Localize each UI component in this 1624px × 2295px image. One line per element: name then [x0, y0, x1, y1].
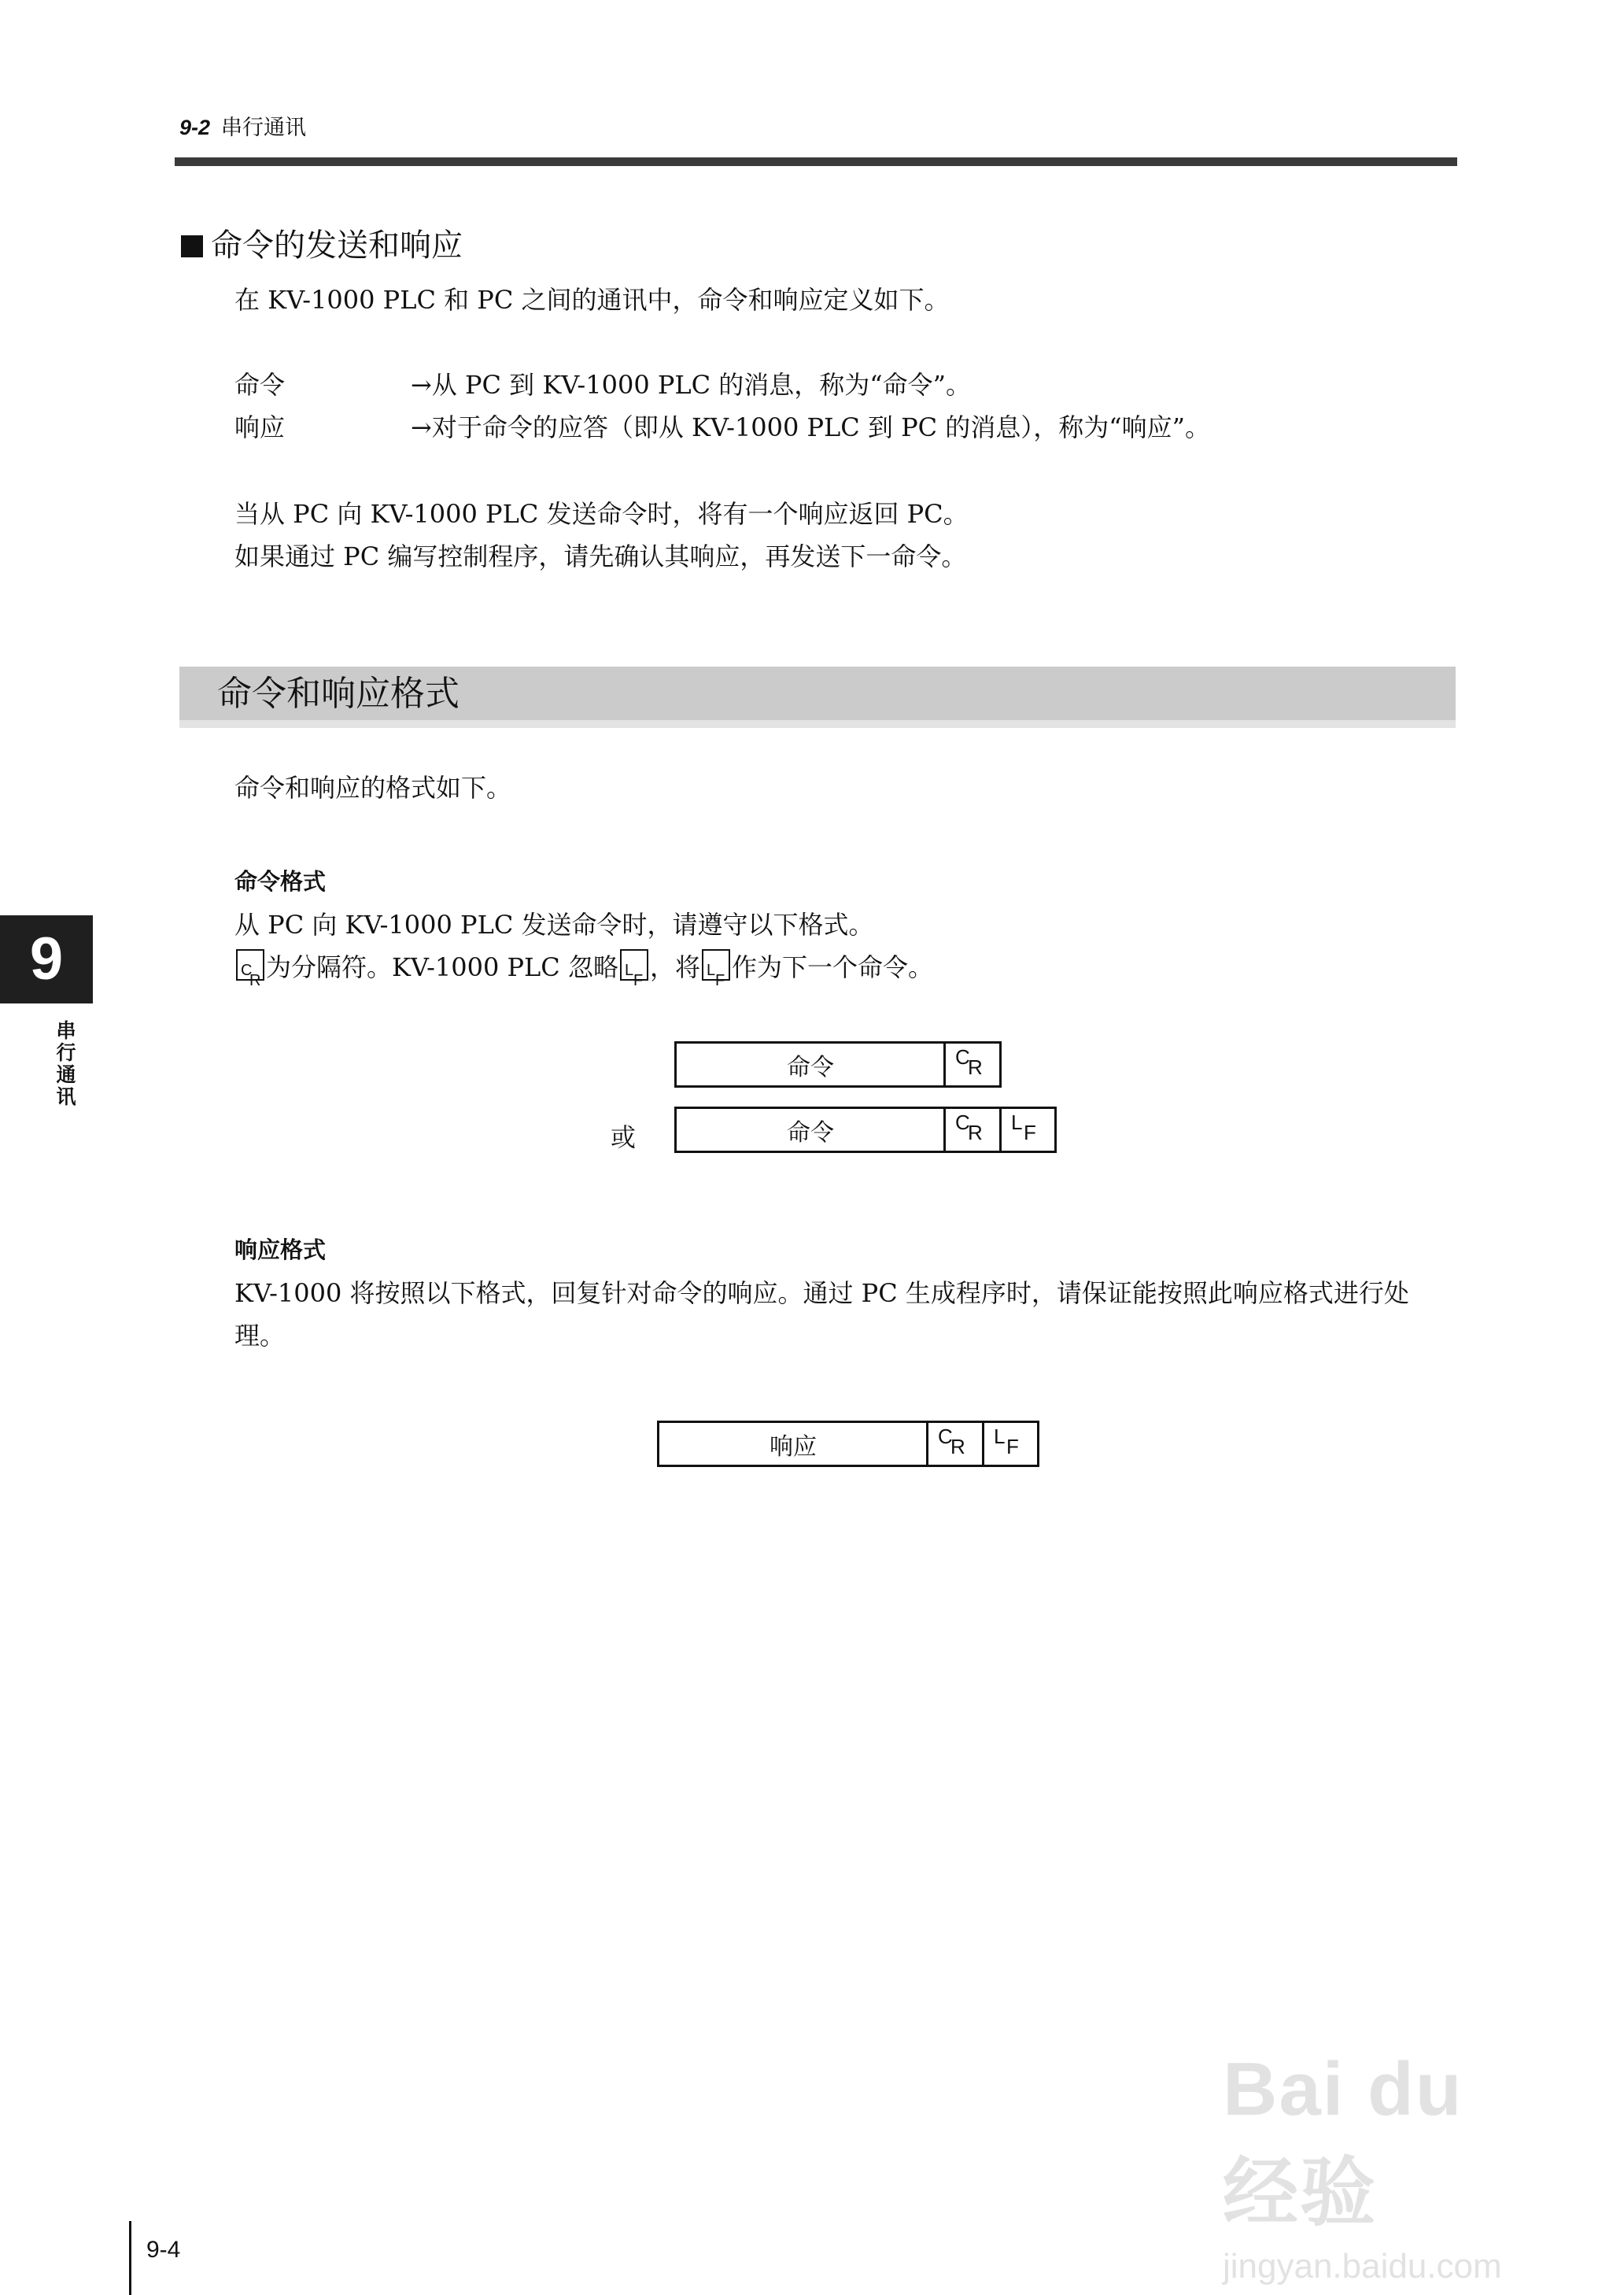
header-section-number: 9-2	[179, 116, 211, 139]
header-rule	[175, 157, 1457, 166]
lf-code-icon: L F	[620, 949, 648, 981]
command-format-heading: 命令格式	[234, 870, 327, 895]
command-format-box	[674, 1041, 1002, 1088]
command-format-box-crlf	[674, 1107, 1057, 1153]
section-heading: 命令的发送和响应	[181, 220, 463, 265]
chapter-tab-label: 串行通讯	[54, 1020, 76, 1108]
definition-desc-command: →从 PC 到 KV-1000 PLC 的消息，称为“命令”。	[411, 370, 972, 400]
response-format-heading: 响应格式	[234, 1238, 327, 1263]
paragraph-response-return: 当从 PC 向 KV-1000 PLC 发送命令时，将有一个响应返回 PC。	[234, 499, 969, 529]
watermark-url: jingyan.baidu.com	[1223, 2247, 1502, 2286]
definition-desc-response: →对于命令的应答（即从 KV-1000 PLC 到 PC 的消息），称为“响应”。	[411, 412, 1211, 442]
chapter-tab: 9	[0, 915, 93, 1003]
command-label: 命令	[787, 1053, 834, 1081]
lf-code-icon: L F	[702, 949, 730, 981]
square-bullet-icon	[181, 235, 203, 257]
or-label: 或	[611, 1122, 637, 1152]
cr-cell: C R	[943, 1109, 999, 1151]
response-format-box	[657, 1421, 1039, 1467]
command-format-line1: 从 PC 向 KV-1000 PLC 发送命令时，请遵守以下格式。	[234, 910, 874, 940]
definition-term-command: 命令	[234, 370, 286, 400]
definition-term-response: 响应	[234, 412, 286, 442]
response-format-line1: KV-1000 将按照以下格式，回复针对命令的响应。通过 PC 生成程序时，请保证能按照此响应格式进行处	[234, 1278, 1409, 1308]
cr-cell: C R	[926, 1423, 982, 1465]
page-number: 9-4	[146, 2237, 181, 2263]
header-section-title: 串行通讯	[221, 116, 307, 139]
cr-code-icon: C R	[236, 949, 264, 981]
section-title: 命令和响应格式	[217, 674, 460, 713]
section-title-underline	[179, 720, 1456, 728]
command-format-line2: C R 为分隔符。KV-1000 PLC 忽略 L F ，将 L F 作为下一个命令。	[234, 946, 933, 989]
lf-cell: L F	[999, 1109, 1054, 1151]
cr-cell: C R	[943, 1044, 999, 1085]
baidu-watermark	[1223, 2046, 1553, 2286]
footer-rule	[129, 2221, 131, 2295]
paragraph-confirm-response: 如果通过 PC 编写控制程序，请先确认其响应，再发送下一命令。	[234, 541, 967, 571]
lf-cell: L F	[982, 1423, 1037, 1465]
response-label: 响应	[770, 1432, 817, 1461]
format-intro: 命令和响应的格式如下。	[234, 773, 512, 803]
command-label: 命令	[787, 1118, 834, 1147]
watermark-logo: Bai du 经验	[1223, 2047, 1463, 2235]
intro-paragraph: 在 KV-1000 PLC 和 PC 之间的通讯中，命令和响应定义如下。	[234, 285, 950, 315]
running-header	[179, 110, 306, 141]
response-format-line2: 理。	[234, 1321, 286, 1351]
